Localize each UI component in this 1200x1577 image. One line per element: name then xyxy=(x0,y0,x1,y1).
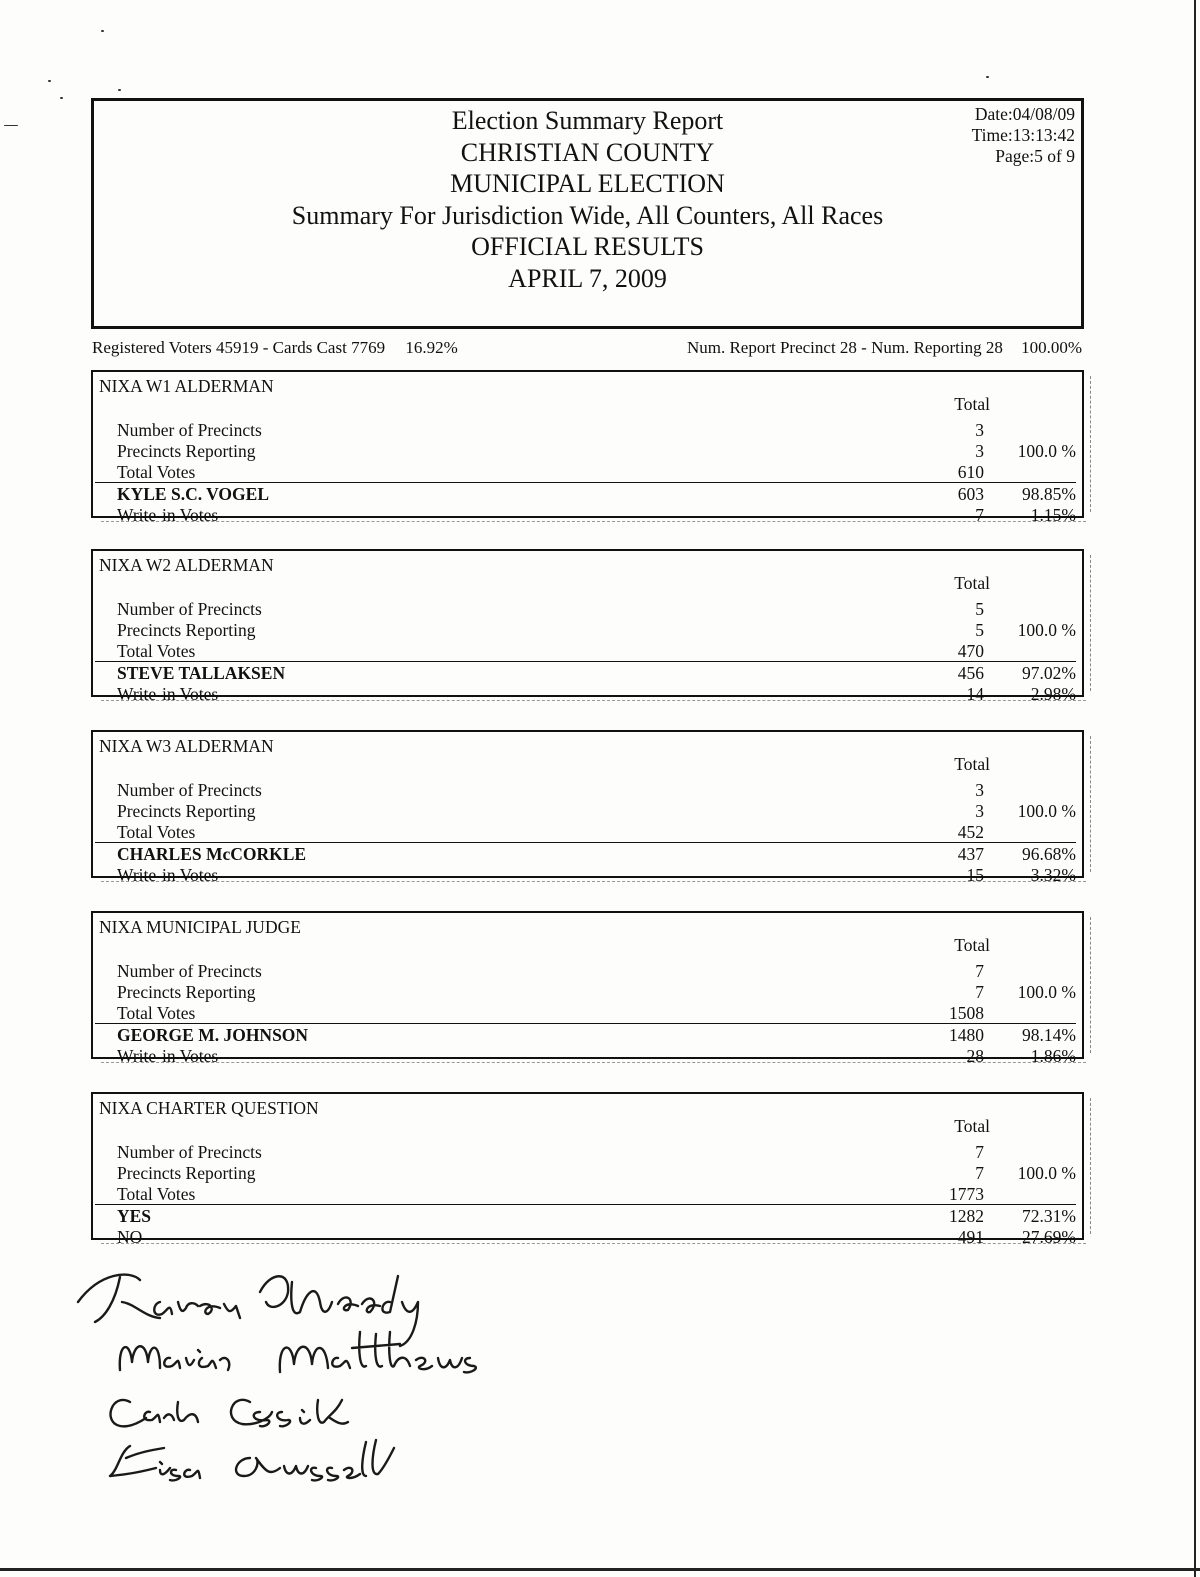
race-box xyxy=(91,730,1084,885)
candidate-percent: 27.69% xyxy=(1022,1227,1076,1247)
candidate-votes: 14 xyxy=(966,684,984,704)
race-box xyxy=(91,1092,1084,1247)
stat-label: Number of Precincts xyxy=(117,420,262,440)
candidate-votes: 15 xyxy=(966,865,984,885)
stat-label: Total Votes xyxy=(117,822,196,842)
candidate-percent: 1.15% xyxy=(1030,505,1076,525)
candidate-name: STEVE TALLAKSEN xyxy=(117,663,286,683)
election-date: APRIL 7, 2009 xyxy=(508,263,667,293)
candidate-percent: 98.14% xyxy=(1022,1025,1076,1045)
stat-label: Number of Precincts xyxy=(117,780,262,800)
stat-row xyxy=(117,961,1076,982)
stat-row xyxy=(117,1184,1076,1205)
candidate-row xyxy=(117,484,1076,505)
candidate-row xyxy=(117,684,1076,705)
race-box xyxy=(91,549,1084,704)
race-box xyxy=(91,370,1084,525)
total-column-header: Total xyxy=(954,754,990,774)
divider xyxy=(95,1023,1076,1024)
stat-row xyxy=(117,420,1076,441)
results-status: OFFICIAL RESULTS xyxy=(471,232,704,261)
candidate-votes: 28 xyxy=(966,1046,984,1066)
stat-value: 7 xyxy=(975,1163,984,1183)
signature-block xyxy=(60,1262,560,1492)
stat-row xyxy=(117,1142,1076,1163)
scan-edge xyxy=(1090,376,1091,512)
stat-row xyxy=(117,441,1076,462)
stat-value: 3 xyxy=(975,420,984,440)
stat-label: Precincts Reporting xyxy=(117,1163,256,1183)
stat-value: 1508 xyxy=(949,1003,984,1023)
stat-value: 5 xyxy=(975,620,984,640)
candidate-row xyxy=(117,1206,1076,1227)
candidate-name: Write-in Votes xyxy=(117,505,219,525)
candidate-name: Write-in Votes xyxy=(117,865,219,885)
scan-speck xyxy=(101,30,104,32)
precinct-reporting: Num. Report Precinct 28 - Num. Reporting 28 xyxy=(686,338,1003,357)
report-page: Page:5 of 9 xyxy=(995,146,1075,166)
stat-label: Precincts Reporting xyxy=(117,620,256,640)
candidate-row xyxy=(117,1227,1076,1248)
summary-scope: Summary For Jurisdiction Wide, All Counters, All Races xyxy=(291,200,884,230)
scan-edge xyxy=(1090,555,1091,691)
scan-edge xyxy=(1090,736,1091,872)
precinct-reporting-percent: 100.00% xyxy=(1021,338,1082,357)
stat-label: Precincts Reporting xyxy=(117,441,256,461)
report-title-block xyxy=(94,105,1081,294)
report-title: Election Summary Report xyxy=(451,106,724,135)
candidate-row xyxy=(117,865,1076,886)
candidate-percent: 3.32% xyxy=(1030,865,1076,885)
divider xyxy=(95,482,1076,483)
signature-marian-matthews xyxy=(120,1332,476,1372)
race-title: NIXA MUNICIPAL JUDGE xyxy=(99,917,301,937)
total-column-header: Total xyxy=(954,573,990,593)
divider xyxy=(95,661,1076,662)
race-box xyxy=(91,911,1084,1066)
signature-karen-moody xyxy=(78,1275,418,1346)
candidate-name: GEORGE M. JOHNSON xyxy=(117,1025,309,1045)
candidate-name: Write-in Votes xyxy=(117,1046,219,1066)
race-title: NIXA W1 ALDERMAN xyxy=(99,376,274,396)
candidate-name: KYLE S.C. VOGEL xyxy=(117,484,270,504)
county-name: CHRISTIAN COUNTY xyxy=(460,137,715,167)
stat-value: 3 xyxy=(975,780,984,800)
total-column-header: Total xyxy=(954,394,990,414)
stat-row xyxy=(117,801,1076,822)
candidate-row xyxy=(117,844,1076,865)
report-meta xyxy=(972,104,1075,167)
candidate-votes: 1480 xyxy=(949,1025,984,1045)
stat-percent: 100.0 % xyxy=(1017,620,1076,640)
stat-row xyxy=(117,780,1076,801)
election-name: MUNICIPAL ELECTION xyxy=(450,169,725,198)
candidate-votes: 603 xyxy=(957,484,984,504)
stat-label: Number of Precincts xyxy=(117,599,262,619)
stat-row xyxy=(117,641,1076,662)
candidate-percent: 1.86% xyxy=(1030,1046,1076,1066)
stat-value: 3 xyxy=(975,801,984,821)
candidate-votes: 1282 xyxy=(949,1206,984,1226)
report-time: Time:13:13:42 xyxy=(971,125,1075,145)
total-column-header: Total xyxy=(954,935,990,955)
stat-label: Total Votes xyxy=(117,1003,196,1023)
divider xyxy=(95,1204,1076,1205)
scan-speck xyxy=(118,89,121,91)
registered-voters: Registered Voters 45919 - Cards Cast 7769 xyxy=(92,338,386,357)
stat-value: 1773 xyxy=(949,1184,984,1204)
divider xyxy=(95,842,1076,843)
candidate-row xyxy=(117,505,1076,526)
stat-value: 7 xyxy=(975,961,984,981)
precinct-reporting-line xyxy=(687,338,1082,358)
candidate-percent: 72.31% xyxy=(1022,1206,1076,1226)
candidate-row xyxy=(117,1025,1076,1046)
scan-speck xyxy=(60,97,63,99)
stat-value: 470 xyxy=(957,641,984,661)
race-title: NIXA W3 ALDERMAN xyxy=(99,736,274,756)
page-edge xyxy=(1194,0,1196,1577)
stat-label: Precincts Reporting xyxy=(117,801,256,821)
stat-row xyxy=(117,620,1076,641)
candidate-name: CHARLES McCORKLE xyxy=(117,844,307,864)
candidate-percent: 2.98% xyxy=(1030,684,1076,704)
candidate-votes: 491 xyxy=(957,1227,984,1247)
signature-lisa-russell xyxy=(110,1440,394,1480)
scan-edge xyxy=(1090,1098,1091,1234)
candidate-name: YES xyxy=(117,1206,152,1226)
stat-percent: 100.0 % xyxy=(1017,1163,1076,1183)
stat-label: Total Votes xyxy=(117,641,196,661)
stat-percent: 100.0 % xyxy=(1017,441,1076,461)
stat-label: Precincts Reporting xyxy=(117,982,256,1002)
candidate-votes: 456 xyxy=(957,663,984,683)
stat-row xyxy=(117,599,1076,620)
stat-row xyxy=(117,462,1076,483)
turnout-percent: 16.92% xyxy=(405,338,458,357)
candidate-percent: 98.85% xyxy=(1022,484,1076,504)
stat-label: Total Votes xyxy=(117,462,196,482)
report-date: Date:04/08/09 xyxy=(974,104,1075,124)
total-column-header: Total xyxy=(954,1116,990,1136)
stat-row xyxy=(117,1163,1076,1184)
report-header xyxy=(91,98,1084,329)
scan-speck xyxy=(48,80,51,82)
stat-label: Number of Precincts xyxy=(117,1142,262,1162)
scan-speck xyxy=(4,125,18,126)
candidate-name: NO xyxy=(117,1227,143,1247)
stat-value: 7 xyxy=(975,1142,984,1162)
stat-value: 610 xyxy=(957,462,984,482)
stat-value: 452 xyxy=(957,822,984,842)
stat-value: 3 xyxy=(975,441,984,461)
candidate-votes: 437 xyxy=(957,844,984,864)
page-edge xyxy=(0,1568,1200,1571)
stat-label: Number of Precincts xyxy=(117,961,262,981)
race-title: NIXA CHARTER QUESTION xyxy=(99,1098,319,1118)
stat-row xyxy=(117,1003,1076,1024)
candidate-row xyxy=(117,663,1076,684)
stat-percent: 100.0 % xyxy=(1017,982,1076,1002)
stat-value: 5 xyxy=(975,599,984,619)
candidate-name: Write-in Votes xyxy=(117,684,219,704)
stat-value: 7 xyxy=(975,982,984,1002)
stat-label: Total Votes xyxy=(117,1184,196,1204)
candidate-votes: 7 xyxy=(975,505,984,525)
scan-speck xyxy=(986,76,989,78)
stat-row xyxy=(117,982,1076,1003)
stat-row xyxy=(117,822,1076,843)
signature-carla-essick xyxy=(111,1400,348,1427)
stat-percent: 100.0 % xyxy=(1017,801,1076,821)
candidate-row xyxy=(117,1046,1076,1067)
scan-edge xyxy=(1090,917,1091,1053)
registered-voters-line xyxy=(92,338,458,358)
candidate-percent: 96.68% xyxy=(1022,844,1076,864)
candidate-percent: 97.02% xyxy=(1022,663,1076,683)
race-title: NIXA W2 ALDERMAN xyxy=(99,555,274,575)
